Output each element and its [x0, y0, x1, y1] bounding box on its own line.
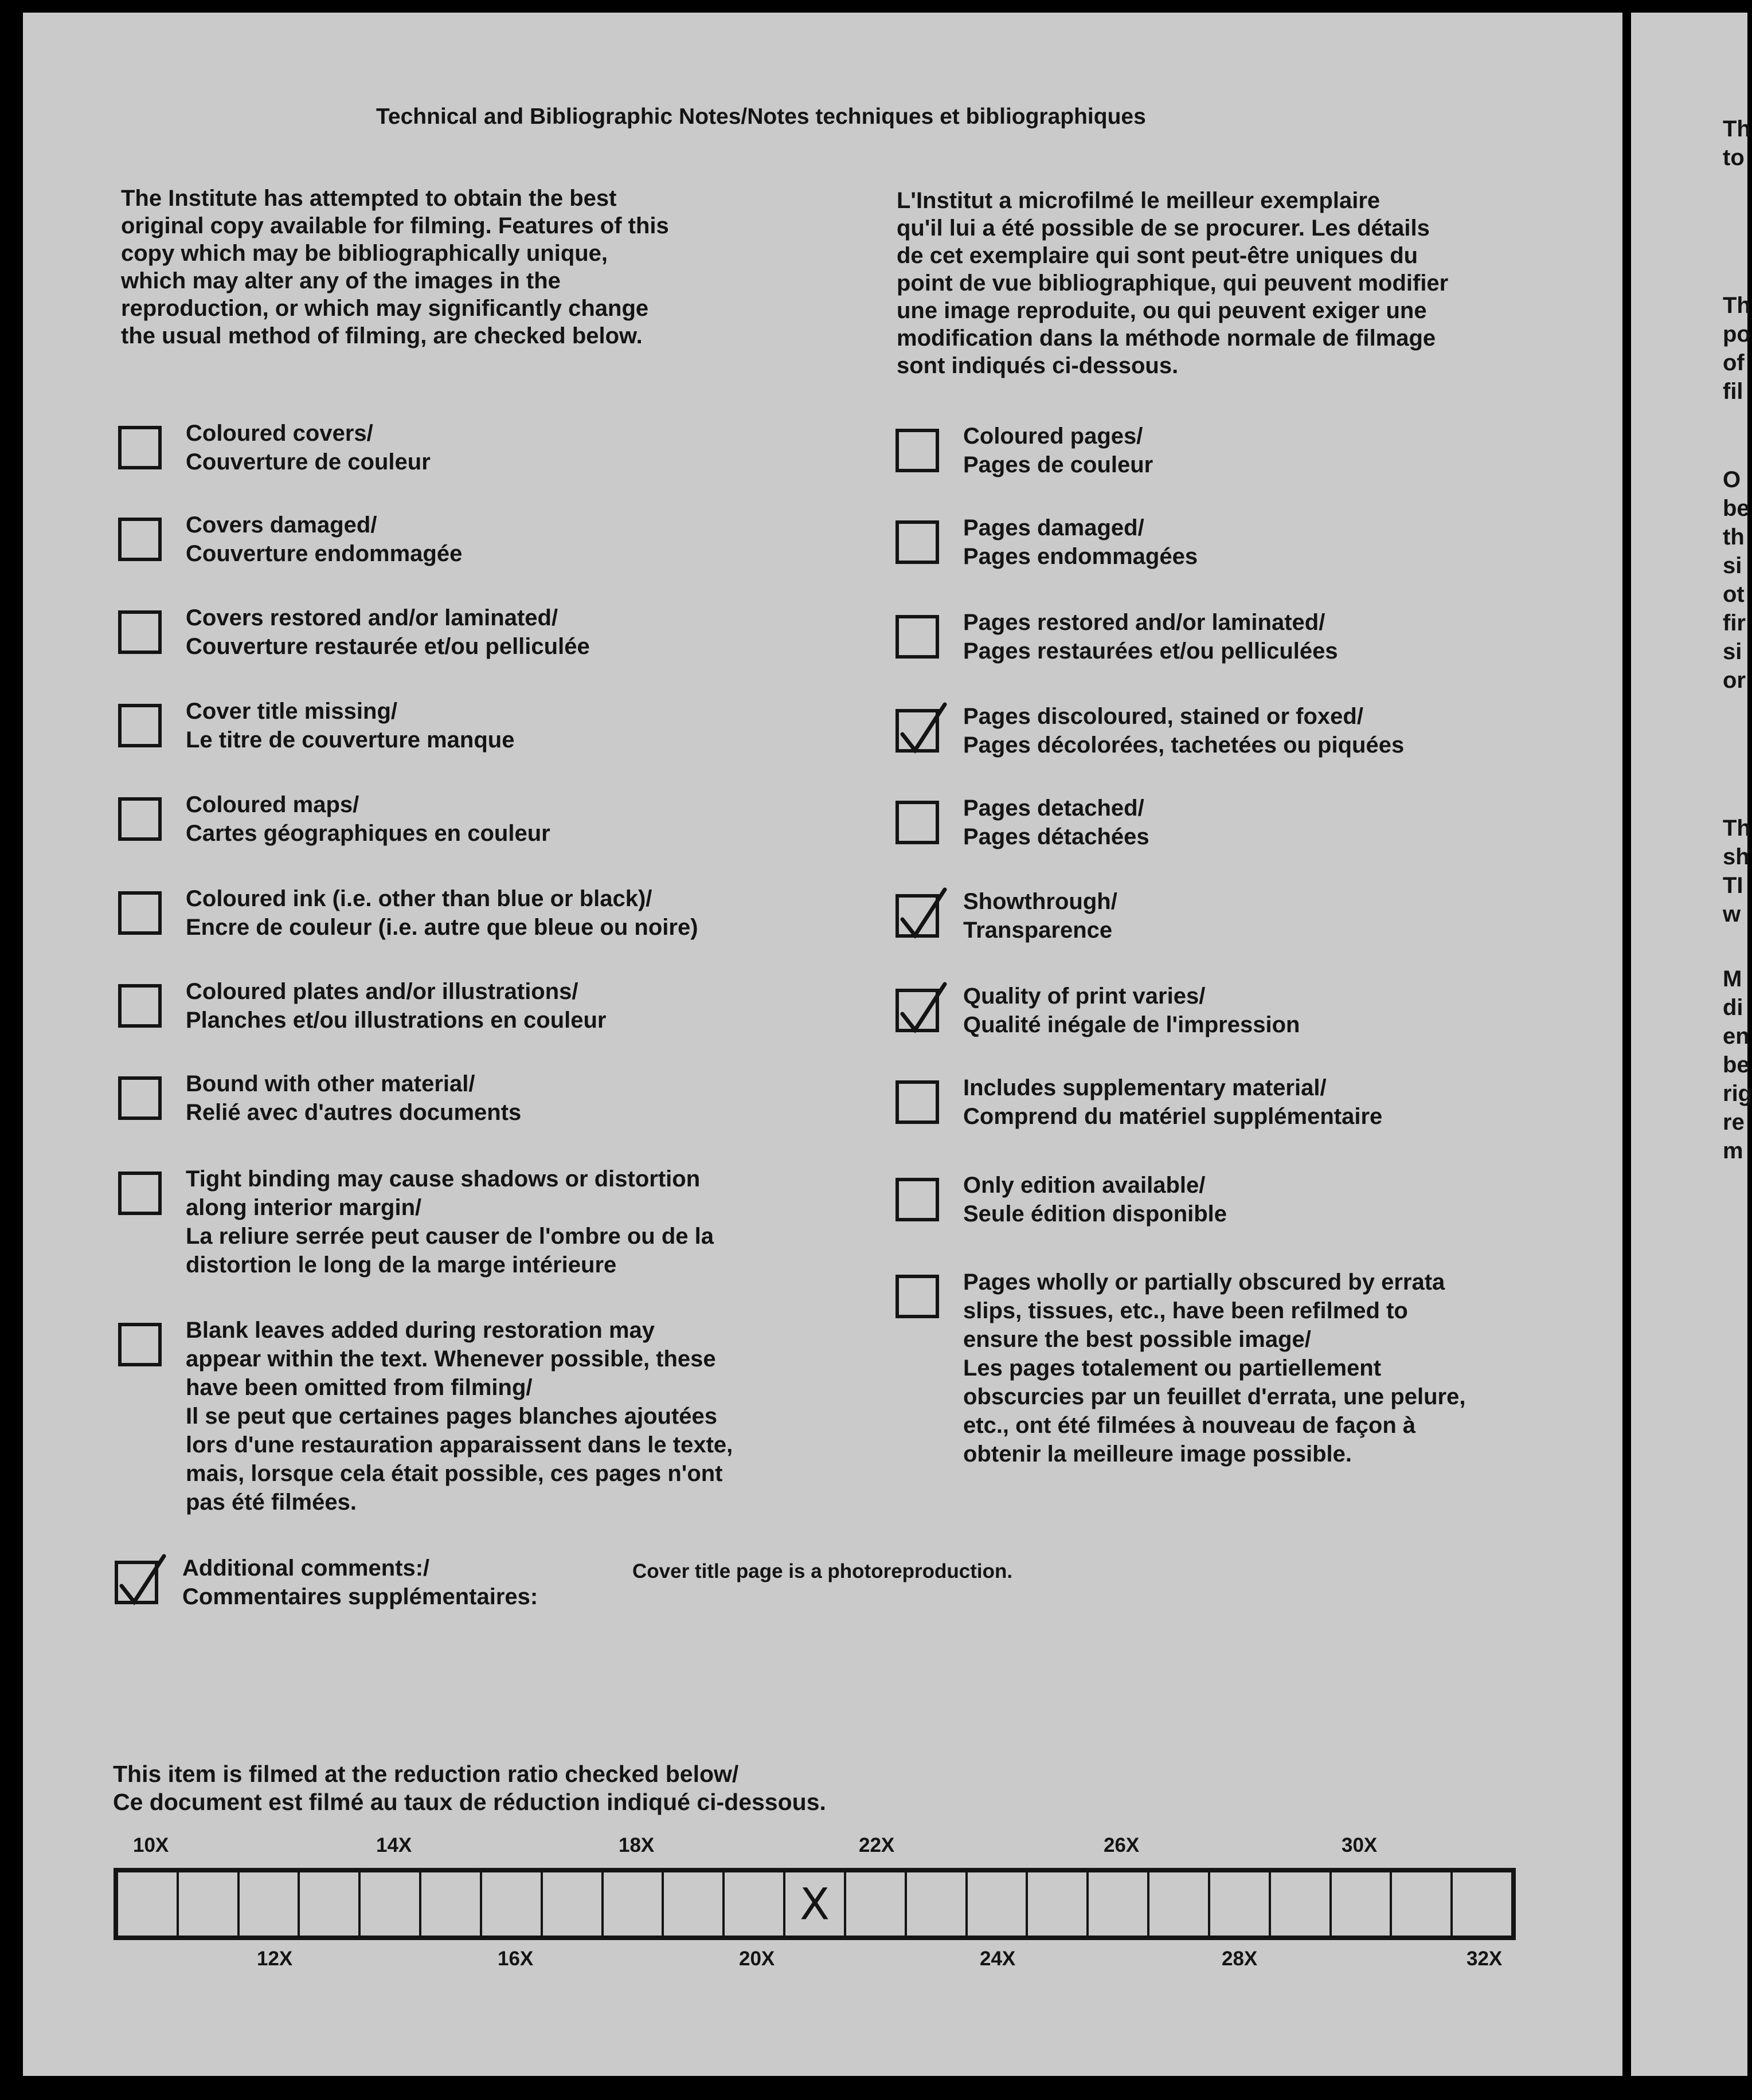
ratio-cell[interactable]: [1089, 1872, 1149, 1936]
ratio-cell[interactable]: [604, 1872, 664, 1936]
ratio-label: 32X: [1466, 1948, 1503, 1970]
ratio-cell[interactable]: [1271, 1872, 1332, 1936]
checkbox[interactable]: [895, 1080, 939, 1124]
checkbox[interactable]: [895, 709, 939, 753]
ratio-cell[interactable]: [361, 1872, 421, 1936]
checkbox-label: Coloured pages/ Pages de couleur: [963, 424, 1153, 477]
checkbox-label: Only edition available/ Seule édition disponible: [963, 1173, 1227, 1227]
checkbox-label: Bound with other material/ Relié avec d'autres documents: [186, 1071, 522, 1125]
checkbox-label: Coloured plates and/or illustrations/ Planches et/ou illustrations en couleur: [186, 979, 607, 1033]
ratio-cell[interactable]: [482, 1872, 543, 1936]
checkbox[interactable]: [118, 518, 162, 561]
ratio-cell[interactable]: [1392, 1872, 1453, 1936]
checkbox-label: Covers damaged/ Couverture endommagée: [186, 512, 463, 566]
checkbox[interactable]: [895, 1275, 939, 1318]
checkbox[interactable]: [118, 426, 162, 469]
ratio-label: 12X: [257, 1948, 293, 1970]
ratio-label: 24X: [980, 1948, 1016, 1970]
checkbox[interactable]: [895, 429, 939, 472]
intro-english: The Institute has attempted to obtain the best original copy available for filming. Features of this copy which may be bibliographically unique, which may alter any of the images in the reproduction, or which may significantly change the usual method of filming, are checked below.: [121, 186, 669, 348]
ratio-cell[interactable]: [968, 1872, 1028, 1936]
ratio-cell[interactable]: [1453, 1872, 1511, 1936]
checkbox-label: Pages discoloured, stained or foxed/ Pages décolorées, tachetées ou piquées: [963, 704, 1405, 758]
checkmark-icon: [897, 701, 948, 758]
reduction-ratio-grid: [114, 1868, 1516, 1940]
intro-french: L'Institut a microfilmé le meilleur exemplaire qu'il lui a été possible de se procurer. Les détails de cet exemplaire qui sont peut-être uniques du point de vue bibliographique, qui peuvent modifier une image reproduite, ou qui peuvent exiger une modification dans la méthode normale de filmage sont indiqués ci-dessous.: [897, 188, 1449, 378]
ratio-label: 20X: [739, 1948, 775, 1970]
checkbox-label: Coloured covers/ Couverture de couleur: [186, 421, 431, 475]
checkbox-label: Pages damaged/ Pages endommagées: [963, 515, 1198, 569]
checkbox-label: Quality of print varies/ Qualité inégale de l'impression: [963, 984, 1300, 1037]
checkbox[interactable]: [118, 797, 162, 841]
checkbox[interactable]: [118, 704, 162, 747]
checkbox-label: Includes supplementary material/ Comprend du matériel supplémentaire: [963, 1075, 1383, 1129]
checkbox[interactable]: [895, 520, 939, 564]
ratio-cell[interactable]: [1149, 1872, 1210, 1936]
checkbox[interactable]: [118, 1323, 162, 1366]
checkmark-icon: [897, 886, 948, 943]
checkmark-icon: [116, 1553, 167, 1610]
edge-text-fragment: M di en be rig re m: [1723, 966, 1752, 1163]
checkbox-label: Covers restored and/or laminated/ Couverture restaurée et/ou pelliculée: [186, 605, 590, 659]
checkbox[interactable]: [118, 1076, 162, 1120]
ratio-cell[interactable]: [1028, 1872, 1089, 1936]
ratio-cell[interactable]: [785, 1872, 846, 1936]
ratio-label: 22X: [859, 1834, 895, 1856]
ratio-label: 16X: [498, 1948, 534, 1970]
ratio-cell[interactable]: [664, 1872, 725, 1936]
checkbox[interactable]: [895, 1178, 939, 1221]
reduction-ratio-english: This item is filmed at the reduction ratio checked below/: [113, 1761, 739, 1787]
checkbox[interactable]: [118, 984, 162, 1028]
checkbox-label: Showthrough/ Transparence: [963, 889, 1117, 943]
checkbox[interactable]: [118, 891, 162, 935]
checkbox-label: Blank leaves added during restoration may appear within the text. Whenever possible, these have been omitted from filming/ Il se peut que certaines pages blanches ajoutées lors d'une restauration apparaissent dans le texte, mais, lorsque cela était possible, ces pages n'ont pas été filmées.: [186, 1318, 733, 1515]
ratio-cell[interactable]: [846, 1872, 907, 1936]
checkbox-label: Cover title missing/ Le titre de couverture manque: [186, 699, 515, 753]
additional-comments-label: Additional comments:/ Commentaires supplémentaires:: [182, 1556, 538, 1609]
additional-comments-checkbox[interactable]: [115, 1561, 158, 1604]
edge-text-fragment: O be th si ot fir si or: [1723, 467, 1750, 693]
additional-comments-note: Cover title page is a photoreproduction.: [632, 1560, 1013, 1582]
edge-text-fragment: Th to: [1723, 116, 1751, 170]
checkbox-label: Coloured maps/ Cartes géographiques en couleur: [186, 792, 550, 846]
ratio-cell[interactable]: [543, 1872, 604, 1936]
checkbox-label: Pages detached/ Pages détachées: [963, 796, 1149, 849]
ratio-cell[interactable]: [179, 1872, 240, 1936]
ratio-label: 30X: [1342, 1834, 1378, 1856]
page-title: Technical and Bibliographic Notes/Notes techniques et bibliographiques: [376, 104, 1146, 129]
ratio-cell[interactable]: [240, 1872, 300, 1936]
ratio-label: 18X: [619, 1834, 655, 1856]
checkbox[interactable]: [118, 610, 162, 654]
checkbox-label: Coloured ink (i.e. other than blue or black)/ Encre de couleur (i.e. autre que bleue ou noire): [186, 886, 698, 940]
ratio-cell[interactable]: [300, 1872, 361, 1936]
checkbox[interactable]: [895, 989, 939, 1032]
checkbox[interactable]: [895, 801, 939, 844]
checkbox-label: Pages wholly or partially obscured by errata slips, tissues, etc., have been refilmed to ensure the best possible image/ Les pages totalement ou partiellement obscurcies par un feuillet d'errata, une pelure, etc., ont été filmées à nouveau de façon à obtenir la meilleure image possible.: [963, 1270, 1466, 1467]
ratio-label: 14X: [376, 1834, 412, 1856]
ratio-cell[interactable]: [1210, 1872, 1271, 1936]
checkbox[interactable]: [895, 894, 939, 938]
ratio-label: 26X: [1104, 1834, 1140, 1856]
checkbox-label: Tight binding may cause shadows or distortion along interior margin/ La reliure serrée peut causer de l'ombre ou de la distortion le long de la marge intérieure: [186, 1166, 714, 1278]
checkbox-label: Pages restored and/or laminated/ Pages restaurées et/ou pelliculées: [963, 610, 1338, 664]
checkbox[interactable]: [118, 1172, 162, 1215]
ratio-cell[interactable]: [907, 1872, 968, 1936]
edge-text-fragment: Th sh TI w: [1723, 816, 1751, 927]
ratio-cell[interactable]: [725, 1872, 785, 1936]
ratio-label: 28X: [1222, 1948, 1258, 1970]
checkmark-icon: [897, 981, 948, 1038]
ratio-mark: X: [799, 1878, 830, 1930]
reduction-ratio-french: Ce document est filmé au taux de réduction indiqué ci-dessous.: [113, 1789, 826, 1815]
ratio-cell[interactable]: [1332, 1872, 1393, 1936]
ratio-label: 10X: [133, 1834, 169, 1856]
ratio-cell[interactable]: [118, 1872, 179, 1936]
ratio-cell[interactable]: [421, 1872, 482, 1936]
edge-text-fragment: Th po of fil: [1723, 293, 1751, 404]
checkbox[interactable]: [895, 615, 939, 659]
